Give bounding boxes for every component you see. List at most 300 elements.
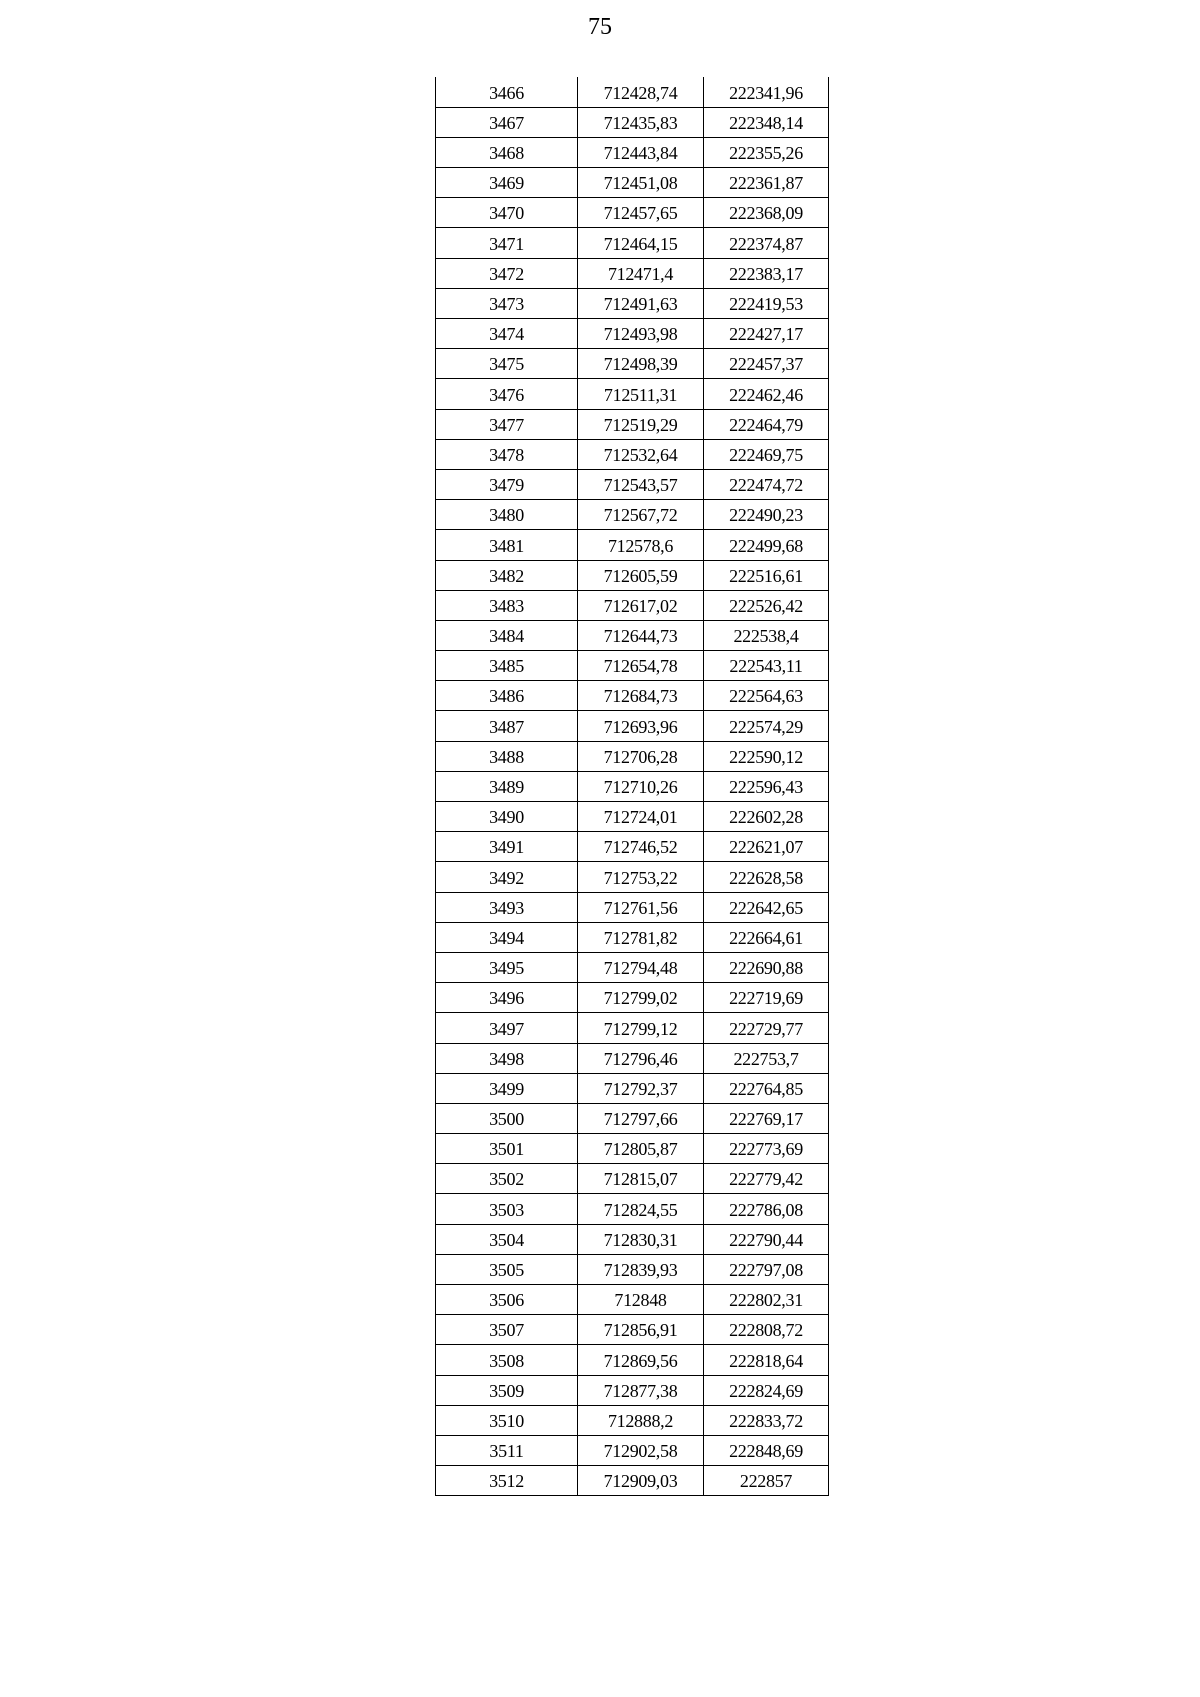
y-coordinate-cell-text: 222383,17 [729, 263, 803, 284]
x-coordinate-cell-text: 712839,93 [603, 1260, 678, 1280]
y-coordinate-cell [704, 832, 829, 862]
y-coordinate-cell-text: 222348,14 [729, 112, 803, 133]
x-coordinate-cell-text: 712848 [614, 1290, 667, 1311]
table-row [436, 228, 829, 258]
x-coordinate-cell [578, 409, 704, 439]
y-coordinate-cell [704, 77, 829, 107]
point-number-cell-text: 3504 [489, 1229, 524, 1250]
point-number-cell-text: 3477 [489, 414, 524, 435]
point-number-cell-text: 3466 [489, 82, 524, 103]
y-coordinate-cell [704, 198, 829, 228]
point-number-cell [436, 379, 578, 409]
table-row [436, 379, 829, 409]
x-coordinate-cell [578, 952, 704, 982]
y-coordinate-cell [704, 1224, 829, 1254]
point-number-cell [436, 349, 578, 379]
y-coordinate-cell [704, 258, 829, 288]
y-coordinate-cell-text: 222790,44 [729, 1229, 803, 1250]
x-coordinate-cell-text: 712617,02 [603, 595, 678, 616]
x-coordinate-cell [578, 1375, 704, 1405]
y-coordinate-cell [704, 439, 829, 469]
x-coordinate-cell-text: 712578,6 [607, 535, 674, 556]
y-coordinate-cell-text: 222797,08 [729, 1260, 803, 1280]
x-coordinate-cell-text: 712792,37 [603, 1078, 678, 1099]
x-coordinate-cell-text: 712498,39 [603, 354, 678, 375]
y-coordinate-cell [704, 228, 829, 258]
point-number-cell-text: 3468 [489, 143, 524, 164]
table-row [436, 681, 829, 711]
x-coordinate-cell-text: 712654,78 [603, 656, 678, 677]
y-coordinate-cell [704, 1073, 829, 1103]
y-coordinate-cell [704, 319, 829, 349]
x-coordinate-cell [578, 1435, 704, 1465]
table-row [436, 1043, 829, 1073]
point-number-cell [436, 952, 578, 982]
y-coordinate-cell [704, 1194, 829, 1224]
x-coordinate-cell-text: 712693,96 [603, 716, 678, 737]
point-number-cell-text: 3508 [489, 1350, 524, 1371]
point-number-cell [436, 288, 578, 318]
x-coordinate-cell-text: 712746,52 [603, 837, 678, 858]
point-number-cell-text: 3491 [489, 837, 524, 858]
table-row [436, 802, 829, 832]
point-number-cell [436, 1224, 578, 1254]
table-row [436, 862, 829, 892]
y-coordinate-cell [704, 500, 829, 530]
y-coordinate-cell-text: 222590,12 [729, 746, 803, 767]
y-coordinate-cell [704, 1164, 829, 1194]
table-row [436, 620, 829, 650]
point-number-cell-text: 3492 [489, 867, 524, 888]
x-coordinate-cell [578, 1013, 704, 1043]
x-coordinate-cell [578, 137, 704, 167]
point-number-cell [436, 1043, 578, 1073]
table-row [436, 500, 829, 530]
coordinates-table-body [436, 77, 829, 1496]
x-coordinate-cell [578, 1405, 704, 1435]
x-coordinate-cell [578, 590, 704, 620]
point-number-cell [436, 681, 578, 711]
y-coordinate-cell [704, 469, 829, 499]
table-row [436, 1134, 829, 1164]
table-row [436, 1103, 829, 1133]
y-coordinate-cell-text: 222464,79 [729, 414, 803, 435]
point-number-cell-text: 3498 [489, 1048, 524, 1069]
y-coordinate-cell-text: 222848,69 [729, 1441, 803, 1462]
x-coordinate-cell-text: 712471,4 [607, 263, 674, 284]
y-coordinate-cell-text: 222753,7 [733, 1048, 799, 1069]
point-number-cell-text: 3478 [489, 444, 524, 465]
table-row [436, 892, 829, 922]
x-coordinate-cell [578, 922, 704, 952]
x-coordinate-cell [578, 500, 704, 530]
table-row [436, 168, 829, 198]
x-coordinate-cell [578, 107, 704, 137]
table-row [436, 711, 829, 741]
y-coordinate-cell-text: 222596,43 [729, 777, 803, 797]
point-number-cell [436, 107, 578, 137]
x-coordinate-cell [578, 77, 704, 107]
point-number-cell [436, 741, 578, 771]
x-coordinate-cell-text: 712532,64 [603, 444, 678, 465]
x-coordinate-cell [578, 832, 704, 862]
point-number-cell [436, 802, 578, 832]
x-coordinate-cell [578, 198, 704, 228]
x-coordinate-cell [578, 1103, 704, 1133]
point-number-cell [436, 560, 578, 590]
point-number-cell [436, 1375, 578, 1405]
y-coordinate-cell-text: 222628,58 [729, 867, 803, 888]
point-number-cell [436, 1164, 578, 1194]
point-number-cell-text: 3483 [489, 595, 524, 616]
y-coordinate-cell [704, 802, 829, 832]
x-coordinate-cell [578, 379, 704, 409]
table-row [436, 198, 829, 228]
point-number-cell-text: 3494 [489, 927, 524, 948]
point-number-cell [436, 168, 578, 198]
x-coordinate-cell-text: 712830,31 [603, 1229, 678, 1250]
x-coordinate-cell-text: 712856,91 [603, 1320, 678, 1341]
point-number-cell [436, 77, 578, 107]
x-coordinate-cell-text: 712805,87 [603, 1139, 678, 1160]
x-coordinate-cell [578, 711, 704, 741]
y-coordinate-cell-text: 222374,87 [729, 233, 803, 254]
x-coordinate-cell-text: 712443,84 [603, 143, 678, 164]
x-coordinate-cell [578, 1043, 704, 1073]
y-coordinate-cell-text: 222802,31 [729, 1290, 803, 1311]
point-number-cell-text: 3500 [489, 1109, 524, 1130]
x-coordinate-cell [578, 892, 704, 922]
x-coordinate-cell-text: 712543,57 [603, 475, 678, 496]
x-coordinate-cell [578, 258, 704, 288]
point-number-cell-text: 3496 [489, 988, 524, 1009]
x-coordinate-cell [578, 319, 704, 349]
y-coordinate-cell-text: 222427,17 [729, 324, 803, 345]
x-coordinate-cell [578, 1164, 704, 1194]
point-number-cell [436, 1345, 578, 1375]
point-number-cell-text: 3482 [489, 565, 524, 586]
point-number-cell [436, 590, 578, 620]
table-row [436, 258, 829, 288]
x-coordinate-cell [578, 620, 704, 650]
table-row [436, 922, 829, 952]
table-row [436, 439, 829, 469]
y-coordinate-cell-text: 222773,69 [729, 1139, 803, 1160]
x-coordinate-cell [578, 983, 704, 1013]
x-coordinate-cell [578, 349, 704, 379]
point-number-cell-text: 3469 [489, 173, 524, 194]
point-number-cell [436, 500, 578, 530]
y-coordinate-cell [704, 1345, 829, 1375]
y-coordinate-cell-text: 222538,4 [733, 626, 799, 647]
point-number-cell [436, 1254, 578, 1284]
point-number-cell [436, 1013, 578, 1043]
point-number-cell-text: 3485 [489, 656, 524, 677]
point-number-cell-text: 3476 [489, 384, 524, 405]
table-row [436, 349, 829, 379]
y-coordinate-cell [704, 681, 829, 711]
coordinates-table [435, 77, 829, 1496]
y-coordinate-cell [704, 590, 829, 620]
y-coordinate-cell-text: 222857 [739, 1471, 793, 1492]
point-number-cell-text: 3505 [489, 1260, 524, 1280]
y-coordinate-cell [704, 560, 829, 590]
point-number-cell-text: 3495 [489, 958, 524, 979]
table-row [436, 741, 829, 771]
x-coordinate-cell-text: 712605,59 [603, 565, 678, 586]
point-number-cell [436, 1405, 578, 1435]
x-coordinate-cell-text: 712799,12 [603, 1018, 678, 1039]
point-number-cell [436, 1134, 578, 1164]
point-number-cell [436, 1073, 578, 1103]
table-row [436, 832, 829, 862]
x-coordinate-cell-text: 712567,72 [603, 505, 678, 526]
x-coordinate-cell-text: 712710,26 [603, 777, 678, 797]
point-number-cell-text: 3493 [489, 897, 524, 918]
point-number-cell [436, 258, 578, 288]
point-number-cell [436, 862, 578, 892]
point-number-cell-text: 3481 [489, 535, 524, 556]
y-coordinate-cell [704, 1315, 829, 1345]
point-number-cell-text: 3503 [489, 1199, 524, 1220]
y-coordinate-cell-text: 222457,37 [729, 354, 803, 375]
y-coordinate-cell-text: 222719,69 [729, 988, 803, 1009]
point-number-cell-text: 3488 [489, 746, 524, 767]
point-number-cell [436, 1103, 578, 1133]
x-coordinate-cell [578, 228, 704, 258]
point-number-cell [436, 711, 578, 741]
table-row [436, 771, 829, 801]
y-coordinate-cell [704, 1013, 829, 1043]
point-number-cell-text: 3502 [489, 1169, 524, 1190]
y-coordinate-cell-text: 222341,96 [729, 82, 803, 103]
point-number-cell [436, 1285, 578, 1315]
y-coordinate-cell [704, 349, 829, 379]
y-coordinate-cell-text: 222516,61 [729, 565, 803, 586]
x-coordinate-cell-text: 712761,56 [603, 897, 678, 918]
table-row [436, 107, 829, 137]
point-number-cell [436, 439, 578, 469]
x-coordinate-cell [578, 802, 704, 832]
x-coordinate-cell-text: 712796,46 [603, 1048, 678, 1069]
y-coordinate-cell [704, 741, 829, 771]
point-number-cell-text: 3479 [489, 475, 524, 496]
y-coordinate-cell-text: 222368,09 [729, 203, 803, 224]
x-coordinate-cell-text: 712706,28 [603, 746, 678, 767]
point-number-cell [436, 1435, 578, 1465]
y-coordinate-cell [704, 1285, 829, 1315]
x-coordinate-cell-text: 712902,58 [603, 1441, 678, 1462]
table-row [436, 409, 829, 439]
x-coordinate-cell [578, 469, 704, 499]
table-row [436, 983, 829, 1013]
table-row [436, 952, 829, 982]
table-row [436, 530, 829, 560]
x-coordinate-cell-text: 712753,22 [603, 867, 678, 888]
y-coordinate-cell-text: 222664,61 [729, 927, 803, 948]
x-coordinate-cell [578, 681, 704, 711]
x-coordinate-cell-text: 712888,2 [607, 1410, 674, 1431]
table-row [436, 1073, 829, 1103]
x-coordinate-cell-text: 712724,01 [603, 807, 678, 828]
y-coordinate-cell-text: 222779,42 [729, 1169, 803, 1190]
y-coordinate-cell [704, 651, 829, 681]
x-coordinate-cell-text: 712684,73 [603, 686, 678, 707]
point-number-cell-text: 3487 [489, 716, 524, 737]
point-number-cell [436, 1466, 578, 1496]
y-coordinate-cell-text: 222355,26 [729, 143, 803, 164]
y-coordinate-cell-text: 222469,75 [729, 444, 803, 465]
y-coordinate-cell-text: 222690,88 [729, 958, 803, 979]
y-coordinate-cell-text: 222642,65 [729, 897, 803, 918]
x-coordinate-cell [578, 168, 704, 198]
x-coordinate-cell [578, 1134, 704, 1164]
x-coordinate-cell-text: 712815,07 [603, 1169, 678, 1190]
x-coordinate-cell-text: 712794,48 [603, 958, 678, 979]
y-coordinate-cell [704, 620, 829, 650]
x-coordinate-cell-text: 712824,55 [603, 1199, 678, 1220]
y-coordinate-cell [704, 1043, 829, 1073]
x-coordinate-cell-text: 712435,83 [603, 112, 678, 133]
y-coordinate-cell [704, 379, 829, 409]
y-coordinate-cell [704, 1103, 829, 1133]
y-coordinate-cell-text: 222769,17 [729, 1109, 803, 1130]
table-row [436, 1285, 829, 1315]
x-coordinate-cell-text: 712799,02 [603, 988, 678, 1009]
point-number-cell-text: 3474 [489, 324, 524, 345]
x-coordinate-cell [578, 651, 704, 681]
table-row [436, 1315, 829, 1345]
y-coordinate-cell-text: 222808,72 [729, 1320, 803, 1341]
y-coordinate-cell-text: 222621,07 [729, 837, 803, 858]
table-row [436, 1194, 829, 1224]
y-coordinate-cell [704, 922, 829, 952]
y-coordinate-cell-text: 222786,08 [729, 1199, 803, 1220]
table-row [436, 1164, 829, 1194]
x-coordinate-cell [578, 1254, 704, 1284]
point-number-cell-text: 3506 [489, 1290, 524, 1311]
x-coordinate-cell-text: 712869,56 [603, 1350, 678, 1371]
table-row [436, 1224, 829, 1254]
x-coordinate-cell-text: 712464,15 [603, 233, 678, 254]
table-row [436, 319, 829, 349]
table-row [436, 1466, 829, 1496]
table-row [436, 651, 829, 681]
point-number-cell-text: 3470 [489, 203, 524, 224]
point-number-cell [436, 319, 578, 349]
y-coordinate-cell [704, 862, 829, 892]
x-coordinate-cell-text: 712457,65 [603, 203, 678, 224]
y-coordinate-cell-text: 222564,63 [729, 686, 803, 707]
point-number-cell-text: 3507 [489, 1320, 524, 1341]
point-number-cell-text: 3501 [489, 1139, 524, 1160]
point-number-cell [436, 832, 578, 862]
point-number-cell [436, 620, 578, 650]
table-row [436, 590, 829, 620]
y-coordinate-cell-text: 222574,29 [729, 716, 803, 737]
point-number-cell [436, 137, 578, 167]
x-coordinate-cell-text: 712428,74 [603, 82, 678, 103]
y-coordinate-cell-text: 222764,85 [729, 1078, 803, 1099]
point-number-cell-text: 3480 [489, 505, 524, 526]
x-coordinate-cell-text: 712511,31 [603, 384, 678, 405]
point-number-cell-text: 3509 [489, 1380, 524, 1401]
x-coordinate-cell [578, 530, 704, 560]
y-coordinate-cell [704, 409, 829, 439]
y-coordinate-cell-text: 222462,46 [729, 384, 803, 405]
point-number-cell-text: 3510 [489, 1410, 524, 1431]
x-coordinate-cell [578, 771, 704, 801]
y-coordinate-cell [704, 288, 829, 318]
table-row [436, 137, 829, 167]
y-coordinate-cell [704, 1375, 829, 1405]
x-coordinate-cell [578, 1073, 704, 1103]
y-coordinate-cell [704, 1405, 829, 1435]
x-coordinate-cell-text: 712877,38 [603, 1380, 678, 1401]
x-coordinate-cell [578, 1345, 704, 1375]
y-coordinate-cell [704, 107, 829, 137]
point-number-cell [436, 1194, 578, 1224]
y-coordinate-cell-text: 222474,72 [729, 475, 803, 496]
point-number-cell [436, 922, 578, 952]
y-coordinate-cell-text: 222602,28 [729, 807, 803, 828]
x-coordinate-cell [578, 862, 704, 892]
x-coordinate-cell [578, 439, 704, 469]
y-coordinate-cell-text: 222361,87 [729, 173, 803, 194]
point-number-cell-text: 3489 [489, 777, 524, 797]
x-coordinate-cell [578, 1224, 704, 1254]
point-number-cell-text: 3473 [489, 294, 524, 314]
y-coordinate-cell-text: 222543,11 [729, 656, 803, 677]
point-number-cell [436, 198, 578, 228]
y-coordinate-cell-text: 222419,53 [729, 294, 803, 314]
point-number-cell [436, 228, 578, 258]
point-number-cell-text: 3484 [489, 626, 524, 647]
y-coordinate-cell-text: 222833,72 [729, 1410, 803, 1431]
y-coordinate-cell-text: 222490,23 [729, 505, 803, 526]
table-row [436, 1375, 829, 1405]
y-coordinate-cell [704, 711, 829, 741]
y-coordinate-cell [704, 1134, 829, 1164]
point-number-cell-text: 3486 [489, 686, 524, 707]
x-coordinate-cell-text: 712797,66 [603, 1109, 678, 1130]
y-coordinate-cell [704, 137, 829, 167]
x-coordinate-cell-text: 712493,98 [603, 324, 678, 345]
x-coordinate-cell-text: 712451,08 [603, 173, 678, 194]
x-coordinate-cell [578, 1285, 704, 1315]
table-row [436, 1013, 829, 1043]
y-coordinate-cell [704, 983, 829, 1013]
y-coordinate-cell-text: 222526,42 [729, 595, 803, 616]
x-coordinate-cell [578, 741, 704, 771]
y-coordinate-cell [704, 1466, 829, 1496]
table-row [436, 288, 829, 318]
x-coordinate-cell-text: 712909,03 [603, 1471, 678, 1492]
point-number-cell-text: 3467 [489, 112, 524, 133]
table-row [436, 1345, 829, 1375]
x-coordinate-cell-text: 712519,29 [603, 414, 678, 435]
x-coordinate-cell [578, 1194, 704, 1224]
point-number-cell [436, 530, 578, 560]
table-row [436, 1435, 829, 1465]
point-number-cell-text: 3511 [489, 1441, 524, 1462]
x-coordinate-cell [578, 1466, 704, 1496]
point-number-cell [436, 469, 578, 499]
y-coordinate-cell [704, 771, 829, 801]
y-coordinate-cell-text: 222818,64 [729, 1350, 803, 1371]
x-coordinate-cell [578, 288, 704, 318]
point-number-cell [436, 1315, 578, 1345]
